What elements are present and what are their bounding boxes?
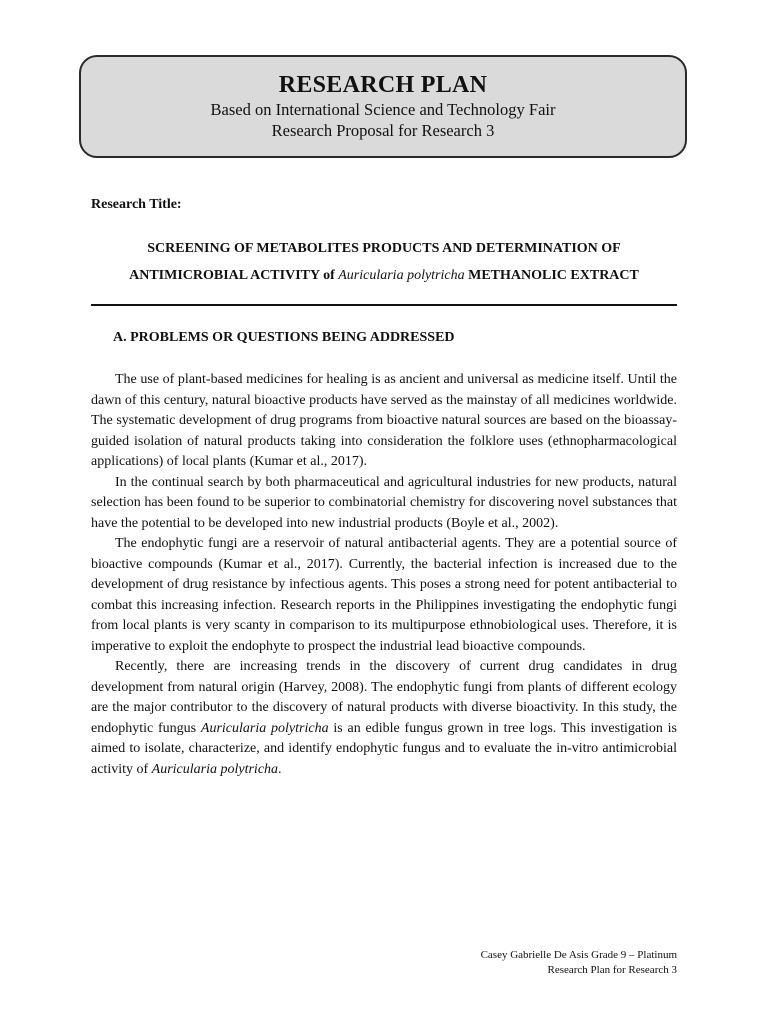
research-title-label: Research Title: <box>91 197 182 212</box>
section-a-body <box>91 370 677 780</box>
research-title <box>91 235 677 289</box>
paragraph-3: The endophytic fungi are a reservoir of natural antibacterial agents. They are a potential source of bioactive compounds (Kumar et al., 2017). Currently, the bacterial infection is increased due to the development of drug resistance by infectious agents. This poses a strong need for potent antibacterial to combat this increasing infection. Research reports in the Philippines investigating the endophytic fungi from local plants is very scanty in comparison to its multipurpose ethnobiological uses. Therefore, it is imperative to exploit the endophyte to prospect the industrial lead bioactive compounds. <box>91 536 677 654</box>
footer-doc-name: Research Plan for Research 3 <box>547 964 677 976</box>
paragraph-4-mid: is an edible fungus grown in tree logs. This investigation is aimed to isolate, characterize, and identify endophytic fungus and to evaluate the in-vitro antimicrobial activity of <box>91 720 677 777</box>
species-name-1: Auricularia polytricha <box>200 720 329 736</box>
header-box <box>79 55 687 158</box>
paragraph-1: The use of plant-based medicines for healing is as ancient and universal as medicine itself. Until the dawn of this century, natural bioactive products have served as the mainstay of all medicines worldwide. The systematic development of drug programs from bioactive natural sources are based on the bioassay-guided isolation of natural products taking into consideration the folklore uses (ethnopharmacological applications) of local plants (Kumar et al., 2017). <box>91 372 677 469</box>
research-title-line-2-end: METHANOLIC EXTRACT <box>464 268 639 283</box>
header-subtitle-2: Research Proposal for Research 3 <box>271 121 495 140</box>
paragraph-4 <box>91 657 677 780</box>
footer <box>481 948 677 978</box>
research-title-line-1: SCREENING OF METABOLITES PRODUCTS AND DETERMINATION OF <box>147 241 621 256</box>
research-title-line-2-start: ANTIMICROBIAL ACTIVITY of <box>129 268 339 283</box>
section-a-heading: A. PROBLEMS OR QUESTIONS BEING ADDRESSED <box>113 330 455 345</box>
paragraph-4-start: Recently, there are increasing trends in the discovery of current drug candidates in drug development from natural origin (Harvey, 2008). The endophytic fungi from plants of different ecology are the major contributor to the discovery of natural products with diverse bioactivity. In this study, the endophytic fungus <box>91 659 677 736</box>
species-name-2: Auricularia polytricha <box>151 761 279 777</box>
header-subtitle-1: Based on International Science and Technology Fair <box>210 100 556 119</box>
divider-rule <box>91 304 677 306</box>
footer-author: Casey Gabrielle De Asis Grade 9 – Platinum <box>480 949 677 961</box>
paragraph-4-end: . <box>278 761 282 777</box>
research-title-line-2 <box>91 262 677 289</box>
page-title: RESEARCH PLAN <box>278 72 488 98</box>
paragraph-2: In the continual search by both pharmaceutical and agricultural industries for new products, natural selection has been found to be superior to combinatorial chemistry for discovering novel substances that have the potential to be developed into new industrial products (Boyle et al., 2002). <box>91 474 677 531</box>
species-name: Auricularia polytricha <box>338 268 465 283</box>
